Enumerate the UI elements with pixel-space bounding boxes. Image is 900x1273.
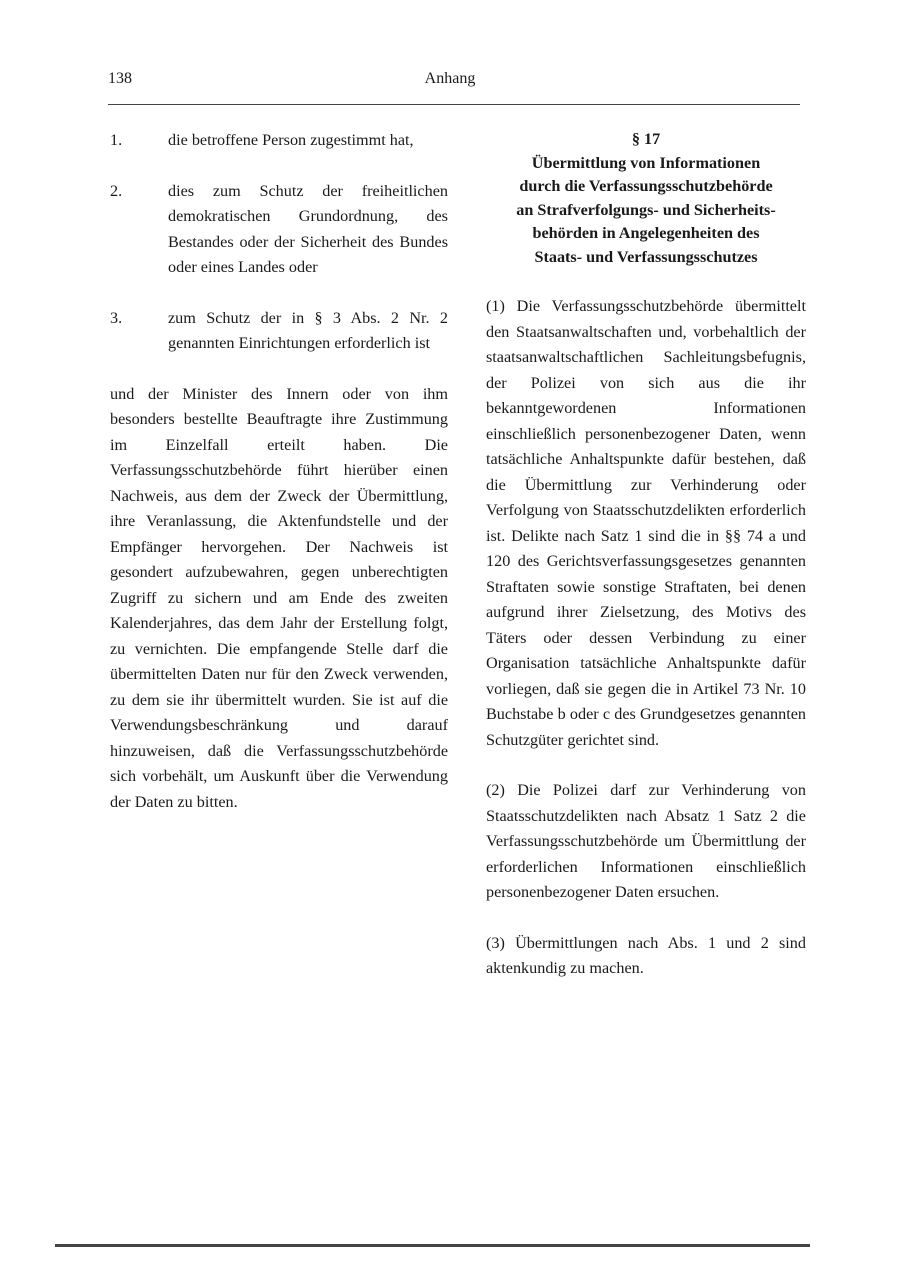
list-item-number: 2.: [110, 181, 123, 200]
bottom-rule: [55, 1244, 810, 1247]
section-heading: [486, 128, 806, 269]
section-title-line: an Strafverfolgungs- und Sicherheits-: [516, 200, 776, 219]
section-title-line: durch die Verfassungsschutzbehörde: [519, 177, 773, 195]
section-title-line: Übermittlung von Informationen: [531, 153, 761, 172]
section-title-line: Staats- und Verfassungsschutzes: [534, 247, 758, 266]
list-item-number: 3.: [110, 308, 123, 327]
list-item-text: die betroffene Person zugestimmt hat,: [168, 131, 414, 149]
right-column: [486, 128, 806, 1007]
list-item-text: dies zum Schutz der freiheitlichen demokratischen Grundordnung, des Bestandes oder der Sicherheit des Bundes oder eines Landes oder: [168, 181, 448, 276]
page-number: 138: [108, 70, 132, 87]
paragraph-1: (1) Die Verfassungsschutzbehörde übermittelt den Staatsanwaltschaften und, vorbehaltlich der staatsanwaltschaftlichen Sachleitungsbefugnis, der Polizei von sich aus die ihr bekanntgewordenen Informationen einschließlich personenbezogener Daten, wenn tatsächliche Anhaltspunkte dafür bestehen, daß die Übermittlung zur Verhinderung oder Verfolgung von Staatsschutzdelikten erforderlich ist. Delikte nach Satz 1 sind die in §§ 74 a und 120 des Gerichtsverfassungsgesetzes genannten Straftaten sowie sonstige Straftaten, bei denen aufgrund ihrer Zielsetzung, des Motivs des Täters oder dessen Verbindung zu einer Organisation tatsächliche Anhaltspunkte dafür vorliegen, daß sie gegen die in Artikel 73 Nr. 10 Buchstabe b oder c des Grundgesetzes genannten Schutzgüter gerichtet sind.: [486, 297, 806, 749]
list-item-number: 1.: [110, 131, 123, 149]
running-head: Anhang: [424, 70, 476, 87]
section-number: § 17: [631, 130, 661, 148]
section-title-line: behörden in Angelegenheiten des: [532, 224, 760, 242]
header-rule: [108, 104, 800, 105]
list-item: [110, 306, 448, 357]
paragraph-3: (3) Übermittlungen nach Abs. 1 und 2 sind aktenkundig zu machen.: [486, 933, 806, 977]
list-item: [110, 179, 448, 281]
left-column: [110, 128, 448, 815]
paragraph-2: (2) Die Polizei darf zur Verhinderung von Staatsschutzdelikten nach Absatz 1 Satz 2 die Verfassungsschutzbehörde um Übermittlung der erforderlichen Informationen einschließlich personenbezogener Daten ersuchen.: [486, 781, 806, 901]
body-paragraph: und der Minister des Innern oder von ihm besonders bestellte Beauftragte ihre Zustimmung im Einzelfall erteilt haben. Die Verfassungsschutzbehörde führt hierüber einen Nachweis, aus dem der Zweck der Übermittlung, ihre Veranlassung, die Aktenfundstelle und der Empfänger hervorgehen. Der Nachweis ist gesondert aufzubewahren, gegen unberechtigten Zugriff zu sichern und am Ende des zweiten Kalenderjahres, das dem Jahr der Erstellung folgt, zu vernichten. Die empfangende Stelle darf die übermittelten Daten nur für den Zweck verwenden, zu dem sie ihr übermittelt wurden. Sie ist auf die Verwendungsbeschränkung und darauf hinzuweisen, daß die Verfassungsschutzbehörde sich vorbehält, um Auskunft über die Verwendung der Daten zu bitten.: [110, 384, 448, 811]
list-item-text: zum Schutz der in § 3 Abs. 2 Nr. 2 genannten Einrichtungen erforderlich ist: [168, 308, 448, 352]
list-item: [110, 128, 448, 154]
